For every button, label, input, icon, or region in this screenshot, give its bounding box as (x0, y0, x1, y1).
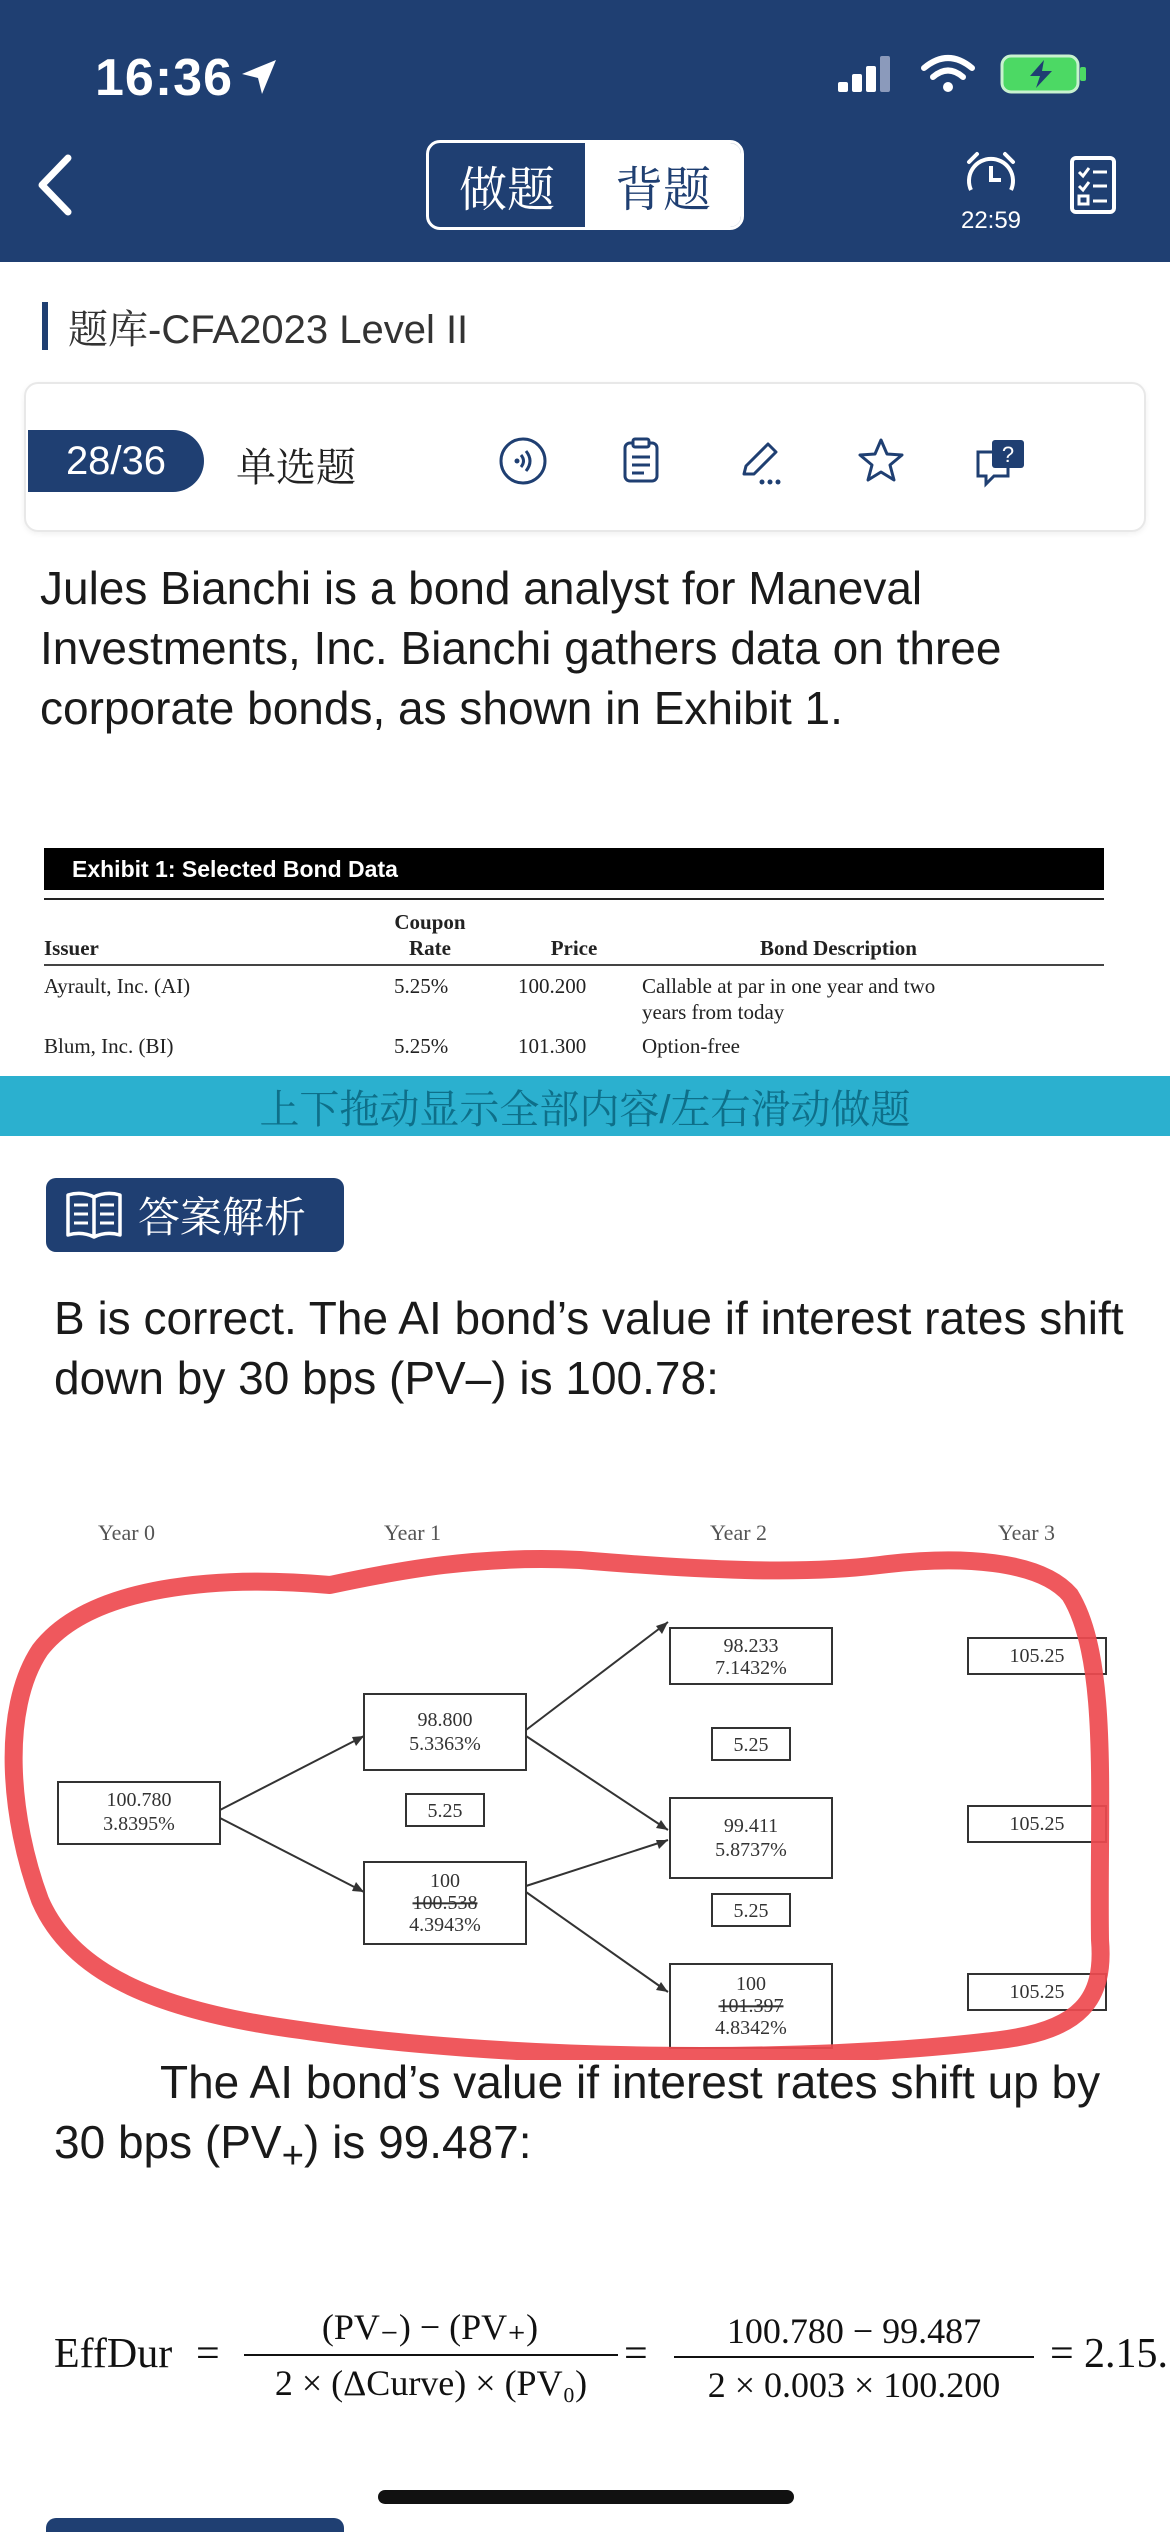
signal-icon (836, 54, 896, 94)
svg-text:?: ? (1001, 442, 1015, 467)
pv-plus-text (54, 2052, 1144, 2186)
year-label: Year 1 (384, 1520, 442, 1545)
arrowhead (352, 1882, 364, 1892)
book-icon (64, 1187, 124, 1243)
exhibit-title: Exhibit 1: Selected Bond Data (44, 848, 1104, 890)
node-value: 100 (736, 1973, 766, 1995)
year-label: Year 3 (998, 1520, 1056, 1545)
header-price: Price (550, 936, 598, 960)
arrowhead (656, 1820, 668, 1830)
audio-icon[interactable] (496, 434, 550, 488)
timer-button[interactable] (955, 150, 1027, 235)
tab-practice[interactable]: 做题 (458, 163, 555, 217)
node-value: 100.780 (106, 1789, 172, 1811)
tree-branch (220, 1736, 364, 1810)
tree-node-box (670, 1798, 832, 1878)
tree-node-box (364, 1694, 526, 1770)
exhibit-table (44, 848, 1104, 1076)
home-indicator[interactable] (378, 2490, 794, 2504)
breadcrumb: 题库-CFA2023 Level II (42, 302, 468, 350)
status-indicators (836, 52, 1090, 96)
notes-icon[interactable] (614, 434, 668, 488)
node-rate: 3.8395% (103, 1813, 175, 1835)
tree-branch (526, 1622, 668, 1730)
status-time: 16:36 (95, 49, 233, 107)
node-struck-value: 100.538 (412, 1892, 478, 1914)
pv-plus-sentence: The AI bond’s value if interest rates shift up by 30 bps (PV (54, 2056, 1101, 2168)
node-rate: 4.3943% (409, 1914, 481, 1936)
year-label: Year 0 (98, 1520, 156, 1545)
table-row (44, 966, 1104, 1030)
formula-numerator-values: 100.780 − 99.487 (726, 2311, 982, 2351)
arrowhead (656, 1982, 668, 1992)
year-label: Year 2 (710, 1520, 768, 1545)
cell-price: 101.300 (518, 1034, 587, 1058)
table-row (44, 1030, 1104, 1076)
tree-branch (526, 1892, 668, 1992)
node-value: 98.800 (417, 1709, 473, 1731)
formula-equals: = (196, 2331, 220, 2377)
header-description: Bond Description (760, 936, 917, 960)
edit-icon[interactable] (734, 434, 788, 488)
pv-plus-subscript: + (281, 2134, 304, 2178)
arrowhead (656, 1840, 668, 1849)
formula-equals: = (1050, 2331, 1074, 2377)
node-rate: 4.8342% (715, 2017, 787, 2039)
tree-branch (526, 1840, 668, 1886)
node-rate: 5.8737% (715, 1839, 787, 1861)
formula-result: 2.15. (1084, 2331, 1168, 2377)
tree-branch (220, 1818, 364, 1892)
coupon-value: 5.25 (733, 1900, 769, 1922)
header-rate: Rate (409, 936, 451, 960)
exhibit-header-row (44, 900, 1104, 964)
answer-sheet-icon[interactable] (1070, 156, 1116, 214)
formula-equals: = (624, 2331, 648, 2377)
cell-price: 100.200 (518, 974, 587, 998)
cell-description-cont: years from today (642, 1000, 785, 1024)
coupon-value: 5.25 (427, 1800, 463, 1822)
node-struck-value: 101.397 (718, 1995, 784, 2017)
top-header (0, 0, 1170, 262)
cell-issuer: Ayrault, Inc. (AI) (44, 974, 191, 998)
coupon-value: 5.25 (733, 1734, 769, 1756)
node-rate: 7.1432% (715, 1657, 787, 1679)
mode-switch (426, 140, 744, 230)
battery-charging-icon (1000, 52, 1090, 96)
question-number-badge: 28/36 (28, 430, 204, 492)
answer-analysis-badge (46, 1178, 344, 1252)
formula-lhs: EffDur (54, 2331, 173, 2377)
node-value: 98.233 (723, 1635, 779, 1657)
star-icon[interactable] (854, 434, 908, 488)
cell-description: Callable at par in one year and two (642, 974, 936, 998)
formula-numerator: (PV₋) − (PV₊) (321, 2307, 539, 2347)
tab-review[interactable]: 背题 (585, 143, 741, 227)
binomial-tree-diagram (0, 1500, 1170, 2060)
cell-coupon: 5.25% (394, 1034, 449, 1058)
next-section-badge (46, 2518, 344, 2532)
node-value: 100 (430, 1870, 460, 1892)
node-value: 105.25 (1009, 1981, 1065, 2003)
cell-coupon: 5.25% (394, 974, 449, 998)
question-type-label: 单选题 (236, 446, 356, 490)
tree-branch (526, 1736, 668, 1830)
timer-text: 22:59 (960, 207, 1022, 234)
fraction-bar (674, 2356, 1034, 2358)
effective-duration-formula (54, 2300, 1168, 2430)
header-coupon: Coupon (394, 910, 466, 934)
question-text: Jules Bianchi is a bond analyst for Maneval Investments, Inc. Bianchi gathers data on three corporate bonds, as shown in Exhibit 1. (40, 562, 1002, 734)
cell-description: Option-free (642, 1034, 740, 1058)
swipe-hint-bar[interactable]: 上下拖动显示全部内容/左右滑动做题 (0, 1076, 1170, 1136)
pv-plus-tail: ) is 99.487: (303, 2116, 532, 2168)
answer-text: B is correct. The AI bond’s value if interest rates shift down by 30 bps (PV–) is 100.78: (54, 1292, 1124, 1404)
alarm-clock-icon (963, 150, 1019, 200)
node-value: 105.25 (1009, 1813, 1065, 1835)
location-arrow-icon (238, 56, 280, 98)
help-icon[interactable] (972, 434, 1032, 488)
node-value: 105.25 (1009, 1645, 1065, 1667)
back-chevron-icon[interactable] (28, 150, 88, 220)
header-issuer: Issuer (44, 936, 99, 960)
arrowhead (656, 1622, 668, 1634)
fraction-bar (244, 2354, 618, 2356)
formula-denominator: 2 × (ΔCurve) × (PV₀) (274, 2363, 588, 2403)
question-toolbar (24, 382, 1146, 532)
wifi-icon (920, 54, 976, 94)
formula-denominator-values: 2 × 0.003 × 100.200 (707, 2365, 1001, 2405)
cell-issuer: Blum, Inc. (BI) (44, 1034, 174, 1058)
answer-badge-label: 答案解析 (138, 1194, 307, 1241)
node-rate: 5.3363% (409, 1733, 481, 1755)
arrowhead (352, 1736, 364, 1746)
node-value: 99.411 (723, 1815, 779, 1837)
